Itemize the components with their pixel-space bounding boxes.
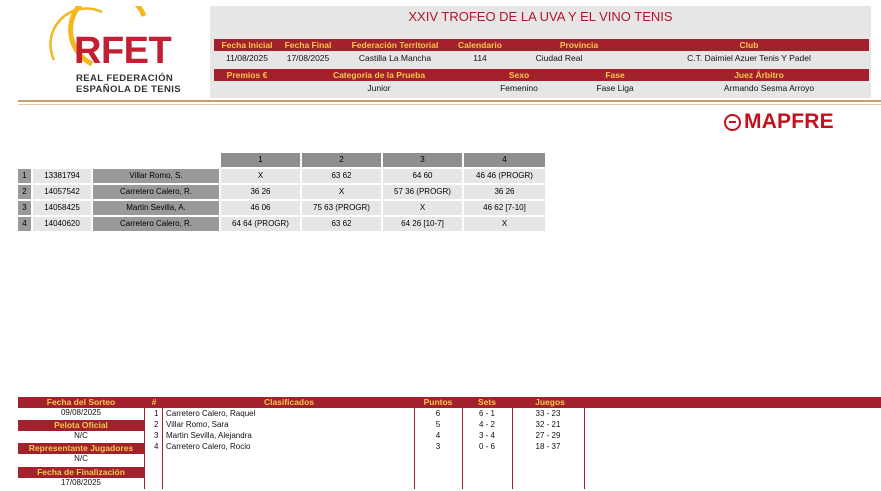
value-referee: Armando Sesma Arroyo	[723, 83, 815, 93]
standing-name: Martin Sevilla, Alejandra	[166, 431, 252, 440]
label-start-date: Fecha Inicial	[221, 40, 273, 50]
col-header-games: Juegos	[535, 397, 565, 407]
mapfre-emblem-icon	[724, 114, 741, 131]
row-index: 4	[18, 217, 31, 231]
standing-sets: 6 - 1	[478, 409, 495, 418]
match-result: 64 64 (PROGR)	[221, 217, 300, 231]
standing-position: 3	[154, 431, 159, 440]
standing-position: 1	[154, 409, 159, 418]
standing-points: 6	[435, 409, 441, 418]
label-players-rep: Representante Jugadores	[18, 443, 144, 454]
tournament-header	[210, 6, 871, 98]
label-federation: Federación Territorial	[351, 40, 439, 50]
value-start-date: 11/08/2025	[226, 53, 268, 63]
column-divider	[144, 408, 145, 489]
divider	[18, 104, 881, 105]
player-license: 14058425	[33, 201, 91, 215]
standing-sets: 4 - 2	[478, 420, 495, 429]
footer-header-band	[18, 397, 881, 408]
match-result: X	[302, 185, 381, 199]
match-result: 57 36 (PROGR)	[383, 185, 462, 199]
logo-line2: ESPAÑOLA DE TENIS	[76, 84, 181, 95]
label-official-ball: Pelota Oficial	[18, 420, 144, 431]
row-index: 3	[18, 201, 31, 215]
label-end-date: Fecha Final	[284, 40, 332, 50]
col-header-points: Puntos	[423, 397, 453, 407]
standing-games: 33 - 23	[535, 409, 561, 418]
header-values-row2	[214, 82, 869, 95]
label-phase: Fase	[605, 70, 625, 80]
label-sex: Sexo	[508, 70, 530, 80]
label-calendar: Calendario	[458, 40, 502, 50]
match-result: 36 26	[221, 185, 300, 199]
label-club: Club	[739, 40, 759, 50]
label-end-date: Fecha de Finalización	[18, 467, 144, 478]
column-divider	[162, 408, 163, 489]
match-result: X	[464, 217, 545, 231]
player-name: Martin Sevilla, A.	[93, 201, 219, 215]
grid-column-header: 2	[302, 153, 381, 167]
value-federation: Castilla La Mancha	[358, 53, 432, 63]
match-result: 46 46 (PROGR)	[464, 169, 545, 183]
value-category: Junior	[367, 83, 391, 93]
mapfre-logo	[724, 111, 834, 133]
label-referee: Juez Árbitro	[734, 70, 784, 80]
standing-position: 2	[154, 420, 159, 429]
label-province: Provincia	[559, 40, 599, 50]
header-values-row1	[214, 52, 869, 65]
label-category: Categoría de la Prueba	[332, 70, 426, 80]
col-header-qualified: Clasificados	[263, 397, 315, 407]
grid-column-header: 1	[221, 153, 300, 167]
standing-points: 4	[435, 431, 441, 440]
match-result: 75 63 (PROGR)	[302, 201, 381, 215]
value-draw-date: 09/08/2025	[60, 408, 102, 417]
value-prizes	[216, 82, 278, 94]
match-result: X	[221, 169, 300, 183]
match-result: 36 26	[464, 185, 545, 199]
standing-sets: 3 - 4	[478, 431, 495, 440]
row-index: 1	[18, 169, 31, 183]
player-license: 14040620	[33, 217, 91, 231]
standing-points: 5	[435, 420, 441, 429]
standing-name: Villar Romo, Sara	[166, 420, 229, 429]
player-name: Villar Romo, S.	[93, 169, 219, 183]
standing-name: Carretero Calero, Rocio	[166, 442, 251, 451]
label-prizes: Premios €	[226, 70, 268, 80]
rfet-logo	[32, 6, 208, 98]
divider	[18, 100, 881, 102]
match-result: 46 62 [7-10]	[464, 201, 545, 215]
header-labels-row2	[214, 69, 869, 81]
row-index: 2	[18, 185, 31, 199]
player-name: Carretero Calero, R.	[93, 217, 219, 231]
mapfre-text: MAPFRE	[744, 110, 834, 133]
tournament-title: XXIV TROFEO DE LA UVA Y EL VINO TENIS	[408, 9, 673, 24]
value-end-date: 17/08/2025	[286, 53, 330, 63]
standing-games: 18 - 37	[535, 442, 561, 451]
match-result: 64 26 [10-7]	[383, 217, 462, 231]
col-header-position: #	[151, 397, 157, 407]
footer-standings	[18, 397, 881, 491]
match-result: 64 60	[383, 169, 462, 183]
standing-games: 27 - 29	[535, 431, 561, 440]
label-draw-date: Fecha del Sorteo	[46, 397, 116, 407]
grid-column-header: 3	[383, 153, 462, 167]
standing-points: 3	[435, 442, 441, 451]
value-province: Ciudad Real	[535, 53, 583, 63]
header-labels-row1	[214, 39, 869, 51]
column-divider	[584, 408, 585, 489]
player-name: Carretero Calero, R.	[93, 185, 219, 199]
value-phase: Fase Liga	[596, 83, 634, 93]
value-players-rep: N/C	[74, 454, 88, 463]
match-result: 46 06	[221, 201, 300, 215]
col-header-sets: Sets	[478, 397, 496, 407]
match-result: 63 62	[302, 169, 381, 183]
standing-name: Carretero Calero, Raquel	[166, 409, 256, 418]
match-result: 63 62	[302, 217, 381, 231]
player-license: 14057542	[33, 185, 91, 199]
player-license: 13381794	[33, 169, 91, 183]
value-calendar: 114	[473, 53, 487, 63]
value-official-ball: N/C	[74, 431, 88, 440]
logo-line1: REAL FEDERACIÓN	[76, 73, 174, 84]
value-club: C.T. Daimiel Azuer Tenis Y Padel	[687, 53, 811, 63]
value-end-date: 17/08/2025	[60, 478, 102, 487]
standing-position: 4	[154, 442, 159, 451]
grid-column-header: 4	[464, 153, 545, 167]
value-sex: Femenino	[500, 83, 538, 93]
logo-brand: RFET	[74, 30, 172, 72]
match-result: X	[383, 201, 462, 215]
standing-sets: 0 - 6	[478, 442, 495, 451]
standing-games: 32 - 21	[535, 420, 561, 429]
